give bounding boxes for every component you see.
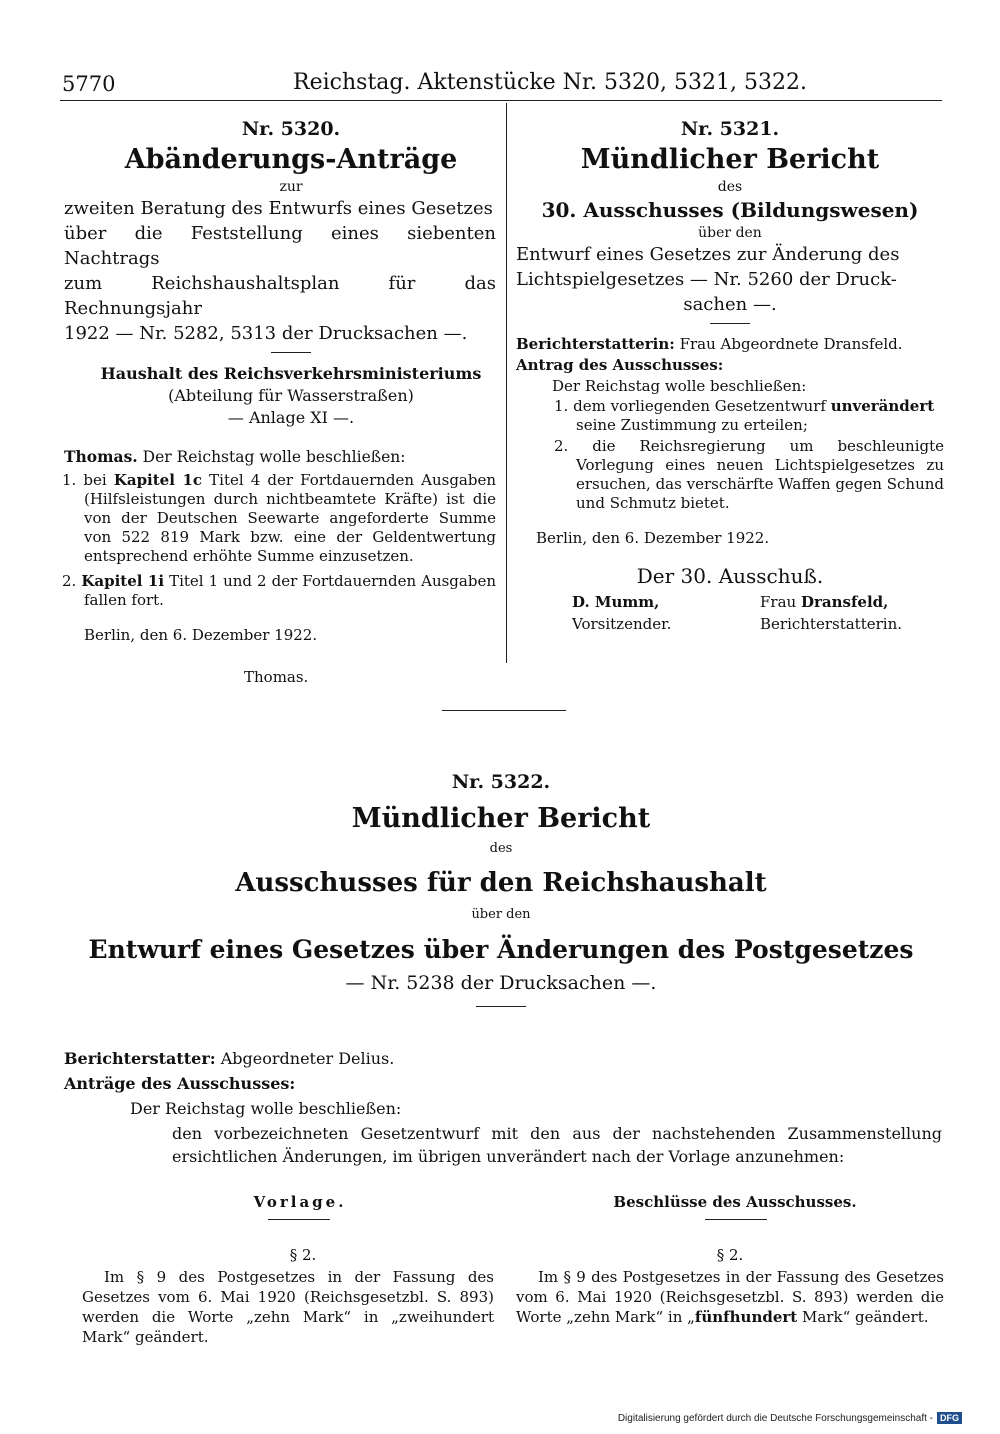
doc5321-signatory-reporter [760,591,902,635]
section-divider [442,710,566,711]
doc5320-intro-line: über die Feststellung eines siebenten Nachtrags [64,223,496,269]
doc5321-des: des [717,179,743,195]
doc5320-item-bold: Kapitel 1i [81,572,165,590]
doc5320-item-text: Titel 4 der Fortdauernden Ausgaben (Hilfsleistungen durch nichtbeamtete Kräfte) ist die von der Deutschen Seewarte angeforderte Summe von 522 819 Mark bzw. eine der Geldentwertung entsprechend erhöhte Summe einzusetzen. [84,471,497,565]
doc5321-resolve: Der Reichstag wolle beschließen: [552,377,807,395]
doc5322-subject: Entwurf eines Gesetzes über Änderungen des Postgesetzes [88,935,914,964]
column-divider [506,103,507,663]
doc5322-ueber: über den [471,907,531,922]
doc5321-reporter: Frau Abgeordnete Dransfeld. [679,335,903,353]
doc5322-left-section: § 2. [289,1246,317,1264]
doc5322-right-text [516,1267,944,1327]
doc5321-item-bold: unverändert [830,397,935,415]
doc5320-intro-line: 1922 — Nr. 5282, 5313 der Drucksachen —. [64,323,468,344]
footer-credit [618,1412,962,1424]
doc5322-right-section: § 2. [716,1246,744,1264]
doc5321-subject-line: Lichtspielgesetzes — Nr. 5260 der Druck- [516,269,897,290]
doc5320-title: Abänderungs-Anträge [124,144,458,175]
doc5322-subject-sub: — Nr. 5238 der Drucksachen —. [345,972,657,994]
doc5322-left-column [82,1245,494,1347]
divider [268,1219,330,1220]
doc5322-title: Mündlicher Bericht [351,803,651,834]
doc5321-item-post: seine Zustimmung zu erteilen; [576,416,808,434]
doc5320-mover-text: Der Reichstag wolle beschließen: [142,448,406,466]
document-5321 [516,118,944,635]
doc5320-item-number: 1. [62,471,77,489]
doc5320-item-pre: bei [83,471,107,489]
doc5321-sig2-name: Dransfeld, [800,593,889,611]
doc5321-committee: 30. Ausschusses (Bildungswesen) [541,198,919,222]
doc5320-item [64,471,496,566]
doc5322-reporter: Abgeordneter Delius. [220,1049,395,1068]
doc5320-section-anlage: — Anlage XI —. [227,408,355,427]
doc5320-motion [64,447,496,467]
doc5320-intro-line: zum Reichshaushaltsplan für das Rechnungsjahr [64,273,496,319]
doc5321-sig2-role: Berichterstatterin. [760,615,903,633]
doc5321-committee-signature: Der 30. Ausschuß. [636,564,824,588]
divider [476,1006,526,1007]
doc5321-subject-line: Entwurf eines Gesetzes zur Änderung des [516,244,900,265]
footer-credit-text: Digitalisierung gefördert durch die Deutsche Forschungsgemeinschaft - [617,1412,933,1424]
doc5322-right-bold: fünfhundert [694,1308,798,1326]
doc5321-item-pre: dem vorliegenden Gesetzentwurf [573,397,826,415]
doc5322-right-column [516,1245,944,1327]
doc5322-antrag-label: Anträge des Ausschusses: [64,1074,296,1093]
doc5321-signatory-chair [572,591,671,635]
doc5320-zur: zur [279,179,303,195]
doc5321-ueber: über den [698,225,762,241]
doc5321-item-number: 2. [554,437,569,455]
doc5320-mover: Thomas. [64,447,138,466]
doc5320-intro-line: zweiten Beratung des Entwurfs eines Gesetzes [64,198,493,219]
doc5321-reporter-label: Berichterstatterin: [516,335,675,353]
doc5321-antrag-label: Antrag des Ausschusses: [516,356,724,374]
doc5321-title: Mündlicher Bericht [580,144,880,175]
doc5322-right-post: Mark“ geändert. [797,1308,929,1326]
divider [710,323,750,324]
doc5321-item-text: die Reichsregierung um beschleunigte Vorlegung eines neuen Lichtspielgesetzes zu ersuchen, das verschärfte Waffen gegen Schund und Schmutz bietet. [576,437,944,512]
doc5321-subject [516,242,944,317]
doc5321-number: Nr. 5321. [680,118,780,140]
doc5320-item [64,572,496,610]
doc5322-reporter-label: Berichterstatter: [64,1049,216,1068]
doc5322-resolve: Der Reichstag wolle beschließen: [130,1099,402,1118]
doc5320-signature: Thomas. [244,668,309,686]
doc5320-item-bold: Kapitel 1c [113,471,203,489]
page-header-title: Reichstag. Aktenstücke Nr. 5320, 5321, 5322. [293,70,807,95]
document-5320 [62,118,497,688]
doc5321-sig1-name: D. Mumm, [572,593,660,611]
doc5322-des: des [489,841,513,856]
doc5320-intro [64,196,496,346]
header-rule [60,100,942,101]
doc5320-item-number: 2. [62,572,77,590]
doc5321-date: Berlin, den 6. Dezember 1922. [536,529,770,547]
document-5322 [60,770,942,1007]
doc5322-left-head: Vorlage. [253,1193,347,1211]
doc5321-sig2-pre: Frau [760,593,797,611]
doc5321-item-number: 1. [554,397,569,415]
page-number: 5770 [62,72,116,96]
doc5320-section-title: Haushalt des Reichsverkehrsministeriums [100,364,482,383]
doc5322-reporter-line [64,1048,394,1070]
doc5322-committee: Ausschusses für den Reichshaushalt [235,868,767,898]
doc5321-sig1-role: Vorsitzender. [572,615,672,633]
doc5320-section-sub: (Abteilung für Wasserstraßen) [168,386,414,405]
doc5320-date: Berlin, den 6. Dezember 1922. [84,626,318,644]
doc5322-number: Nr. 5322. [451,771,551,793]
doc5321-subject-line: sachen —. [683,294,777,315]
dfg-logo: DFG [937,1412,962,1424]
doc5322-resolution: den vorbezeichneten Gesetzentwurf mit den aus der nachstehenden Zusammenstellung ersichtlichen Änderungen, im übrigen unverändert nach der Vorlage anzunehmen: [172,1124,942,1166]
doc5320-number: Nr. 5320. [241,118,341,140]
doc5322-left-text: Im § 9 des Postgesetzes in der Fassung des Gesetzes vom 6. Mai 1920 (Reichsgesetzbl. S. 893) werden die Worte „zehn Mark“ in „zweihundert Mark“ geändert. [82,1268,494,1346]
divider [271,352,311,353]
doc5322-right-pre: Im § 9 des Postgesetzes in der Fassung des Gesetzes vom 6. Mai 1920 (Reichsgesetzbl. S. 893) werden die Worte „zehn Mark“ in „ [516,1268,944,1326]
divider [705,1219,767,1220]
doc5320-item-text: Titel 1 und 2 der Fortdauernden Ausgaben fallen fort. [84,572,496,609]
doc5321-item [556,397,944,435]
doc5321-item [556,437,944,513]
doc5322-right-head: Beschlüsse des Ausschusses. [613,1193,857,1211]
